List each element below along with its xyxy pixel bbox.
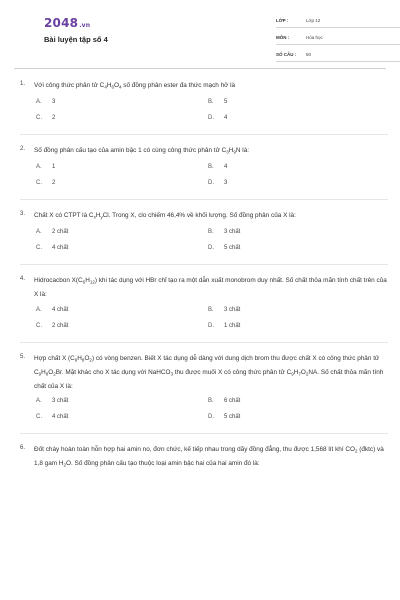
question-item [20, 353, 388, 424]
question-number: 6. [20, 445, 26, 451]
question-divider [20, 199, 388, 200]
option-value: 3 chất [224, 306, 241, 313]
option-letter: B. [208, 306, 214, 313]
subscript: 3 [226, 149, 229, 155]
option-letter: D. [208, 180, 214, 186]
subscript: 9 [233, 149, 236, 155]
option-value: 2 chất [52, 229, 69, 235]
option-letter: D. [208, 115, 214, 121]
subscript: y [100, 214, 103, 220]
option-letter: A. [36, 306, 42, 313]
subscript: 8 [45, 371, 49, 376]
answer-option[interactable] [36, 226, 208, 238]
option-value: 4 chất [52, 245, 69, 251]
question-header [20, 353, 388, 394]
answer-option[interactable] [208, 395, 380, 407]
option-value: 4 chất [52, 306, 69, 313]
answer-option[interactable] [36, 320, 208, 332]
option-letter: B. [208, 398, 214, 404]
answer-option[interactable] [36, 161, 208, 173]
option-value: 5 chất [224, 414, 241, 420]
question-text: Số đồng phân cấu tạo của amin bậc 1 có cùng công thức phân tử $C_3H_9N$ là: [34, 147, 250, 155]
subscript: 4 [104, 84, 107, 90]
meta-info [276, 14, 400, 65]
option-letter: D. [208, 414, 214, 420]
answer-option[interactable] [208, 96, 380, 108]
question-divider [20, 342, 388, 343]
subscript: 2 [63, 462, 66, 468]
option-value: 4 [224, 115, 228, 121]
subscript: 6 [111, 84, 114, 90]
subscript: 6 [82, 279, 86, 285]
meta-label: SỐ CÂU : [276, 52, 297, 57]
answer-options [36, 96, 388, 124]
subscript: 8 [81, 357, 85, 362]
worksheet-title: Bài luyện tập số 4 [44, 35, 108, 44]
subscript: 4 [118, 84, 122, 90]
option-value: 6 chất [224, 398, 241, 404]
subscript: 3 [170, 371, 173, 376]
meta-value: 50 [306, 52, 312, 57]
question-divider [20, 433, 388, 434]
answer-option[interactable] [208, 320, 380, 332]
subscript: 9 [74, 357, 78, 362]
answer-option[interactable] [36, 177, 208, 189]
answer-option[interactable] [208, 304, 380, 316]
question-item [20, 80, 388, 124]
question-header [20, 145, 388, 159]
option-value: 2 chất [52, 322, 69, 329]
subscript: 2 [53, 371, 56, 376]
question-divider [20, 134, 388, 135]
question-number: 4. [20, 276, 26, 282]
answer-options [36, 161, 388, 189]
option-letter: B. [208, 164, 214, 170]
meta-value: Lớp 12 [306, 18, 321, 23]
option-letter: A. [36, 229, 42, 235]
question-text: Với công thức phân tử $C_4H_6O_4$ số đồng phân ester đa thức mạch hở là [34, 82, 236, 90]
answer-options [36, 226, 388, 254]
subscript: 2 [305, 371, 309, 376]
answer-option[interactable] [208, 177, 380, 189]
question-item [20, 210, 388, 254]
answer-option[interactable] [208, 226, 380, 238]
meta-label: MÔN : [276, 35, 290, 40]
question-item [20, 145, 388, 189]
option-value: 3 chất [52, 398, 69, 404]
answer-option[interactable] [36, 242, 208, 254]
subscript: 2 [354, 448, 358, 454]
answer-option[interactable] [36, 96, 208, 108]
question-text: Đốt cháy hoàn toàn hỗn hợp hai amin no, đơn chức, kế tiếp nhau trong dãy đồng đẳng, thu được 1,568 lít khí $CO_2$ (đktc) và 1,8 gam $H_2O$. Số đồng phân cấu tạo thuộc loại amin bậc hai của hai amin đó là: [34, 446, 384, 468]
option-letter: D. [208, 245, 214, 251]
answer-option[interactable] [208, 411, 380, 423]
answer-option[interactable] [36, 411, 208, 423]
answer-options [36, 395, 388, 423]
subscript: 12 [89, 279, 95, 285]
option-value: 4 [224, 164, 228, 170]
question-text: Hợp chất X $(C_9H_8O_2)$ có vòng benzen. Biết X tác dụng dễ dàng với dung dịch brom thu được chất X có công thức phân tử $C_9H_8O_2Br$. Mặt khác cho X tác dụng với NaHCO$_3$ thu được muối X có công thức phân tử $C_9H_7O_2NA$. Số chất thỏa mãn tính chất của X là: [34, 354, 384, 390]
answer-option[interactable] [36, 112, 208, 124]
option-letter: C. [36, 245, 42, 251]
answer-option[interactable] [208, 242, 380, 254]
option-value: 1 chất [224, 322, 241, 329]
logo-text: 2048 [44, 16, 79, 30]
question-item [20, 444, 388, 472]
subscript: 7 [298, 371, 301, 376]
question-header [20, 275, 388, 302]
question-header [20, 80, 388, 94]
meta-label: LỚP : [276, 18, 289, 23]
option-letter: C. [36, 180, 42, 186]
question-number: 2. [20, 146, 26, 152]
option-value: 2 [52, 115, 56, 121]
answer-options [36, 304, 388, 332]
option-value: 5 chất [224, 245, 241, 251]
option-value: 5 [224, 99, 228, 105]
meta-row-subject [276, 31, 400, 45]
option-value: 3 chất [224, 229, 241, 235]
meta-value: Hóa học [306, 35, 323, 40]
header-divider [14, 68, 386, 69]
option-letter: C. [36, 115, 42, 121]
question-text: Chất X có CTPT là $C_xH_yCl$. Trong X, clo chiếm 46,4% về khối lượng. Số đồng phân của X là: [34, 212, 296, 220]
logo-suffix: .vn [79, 22, 91, 29]
meta-row-class [276, 14, 400, 28]
option-value: 2 [52, 180, 56, 186]
question-header [20, 210, 388, 224]
answer-option[interactable] [208, 112, 380, 124]
option-letter: B. [208, 229, 214, 235]
answer-option[interactable] [36, 304, 208, 316]
question-header [20, 444, 388, 472]
question-item [20, 275, 388, 332]
question-number: 3. [20, 211, 26, 217]
option-letter: C. [36, 414, 42, 420]
site-logo[interactable] [44, 16, 90, 30]
option-value: 1 [52, 164, 56, 170]
subscript: 9 [291, 371, 294, 376]
option-letter: A. [36, 164, 42, 170]
option-value: 4 chất [52, 414, 69, 420]
question-divider [20, 264, 388, 265]
subscript: 2 [89, 357, 92, 362]
question-number: 1. [20, 81, 26, 87]
option-value: 3 [52, 99, 56, 105]
subscript: x [93, 214, 96, 220]
question-list [20, 80, 388, 482]
meta-row-question-count [276, 48, 400, 62]
question-text: Hidrocacbon $X(C_6H_{12})$ khi tác dụng với HBr chỉ tạo ra một dẫn xuất monobrom duy nhất. Số chất thỏa mãn tính chất trên của X là: [34, 277, 387, 298]
option-value: 3 [224, 180, 228, 186]
subscript: 9 [38, 371, 42, 376]
answer-option[interactable] [208, 161, 380, 173]
answer-option[interactable] [36, 395, 208, 407]
option-letter: A. [36, 398, 42, 404]
question-number: 5. [20, 353, 26, 360]
option-letter: C. [36, 322, 42, 329]
option-letter: D. [208, 322, 214, 329]
option-letter: B. [208, 99, 214, 105]
worksheet-header [22, 0, 386, 70]
option-letter: A. [36, 99, 42, 105]
